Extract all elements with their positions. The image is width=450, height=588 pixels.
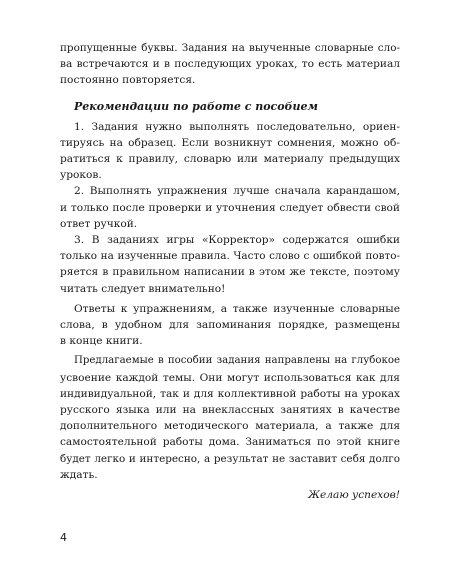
- intro-paragraph: [60, 40, 400, 89]
- page-number: 4: [60, 531, 67, 544]
- text-line: пропущенные буквы. Задания на выученные словарные сло-: [60, 42, 400, 54]
- text-line: только на изученные правила. Часто слово с ошибкой повто-: [60, 250, 400, 263]
- text-line: русского языка или на внеклассных занятиях в качестве: [60, 404, 400, 417]
- text-line: в конце книги.: [60, 335, 143, 348]
- text-line: ва встречаются и в последующих уроках, то есть материал: [60, 58, 400, 71]
- text-line: Предлагаемые в пособии задания направлены на глубокое: [74, 355, 400, 367]
- text-line: индивидуальной, так и для коллективной работы на уроках: [60, 387, 400, 400]
- text-line: 2. Выполнять упражнения лучше сначала карандашом,: [74, 185, 400, 198]
- page-body: [60, 40, 400, 503]
- text-line: 3. В заданиях игры «Корректор» содержатся ошибки: [74, 234, 400, 247]
- text-line: постоянно повторяется.: [60, 74, 196, 87]
- answers-paragraph: [60, 301, 400, 350]
- text-line: ряется в правильном написании в этом же тексте, поэтому: [60, 266, 400, 279]
- closing-paragraph: [60, 353, 400, 483]
- text-line: ратиться к правилу, словарю или материалу предыдущих: [60, 153, 400, 166]
- text-line: ждать.: [60, 468, 98, 481]
- recommendation-item-3: [60, 232, 400, 297]
- text-line: будет легко и интересно, а результат не заставит себя долго: [60, 452, 400, 465]
- text-line: и только после проверки и уточнения следует обвести свой: [60, 201, 400, 214]
- closing-wish: Желаю успехов!: [308, 489, 400, 502]
- text-line: читать следует внимательно!: [60, 282, 226, 295]
- text-line: Ответы к упражнениям, а также изученные словарные: [74, 302, 400, 315]
- recommendations-heading: Рекомендации по работе с пособием: [74, 99, 318, 113]
- text-line: тируясь на образец. Если возникнут сомнения, можно об-: [60, 136, 400, 149]
- recommendation-item-2: [60, 183, 400, 232]
- text-line: ответ ручкой.: [60, 217, 138, 230]
- text-line: усвоение каждой темы. Они могут использоваться как для: [60, 371, 400, 384]
- text-line: 1. Задания нужно выполнять последовательно, ориен-: [74, 120, 400, 133]
- text-line: дополнительного методического материала, а также для: [60, 420, 400, 433]
- text-line: самостоятельной работы дома. Заниматься по этой книге: [60, 436, 400, 449]
- text-line: уроков.: [60, 169, 102, 182]
- recommendation-item-1: [60, 119, 400, 184]
- text-line: слова, в удобном для запоминания порядке, размещены: [60, 319, 400, 332]
